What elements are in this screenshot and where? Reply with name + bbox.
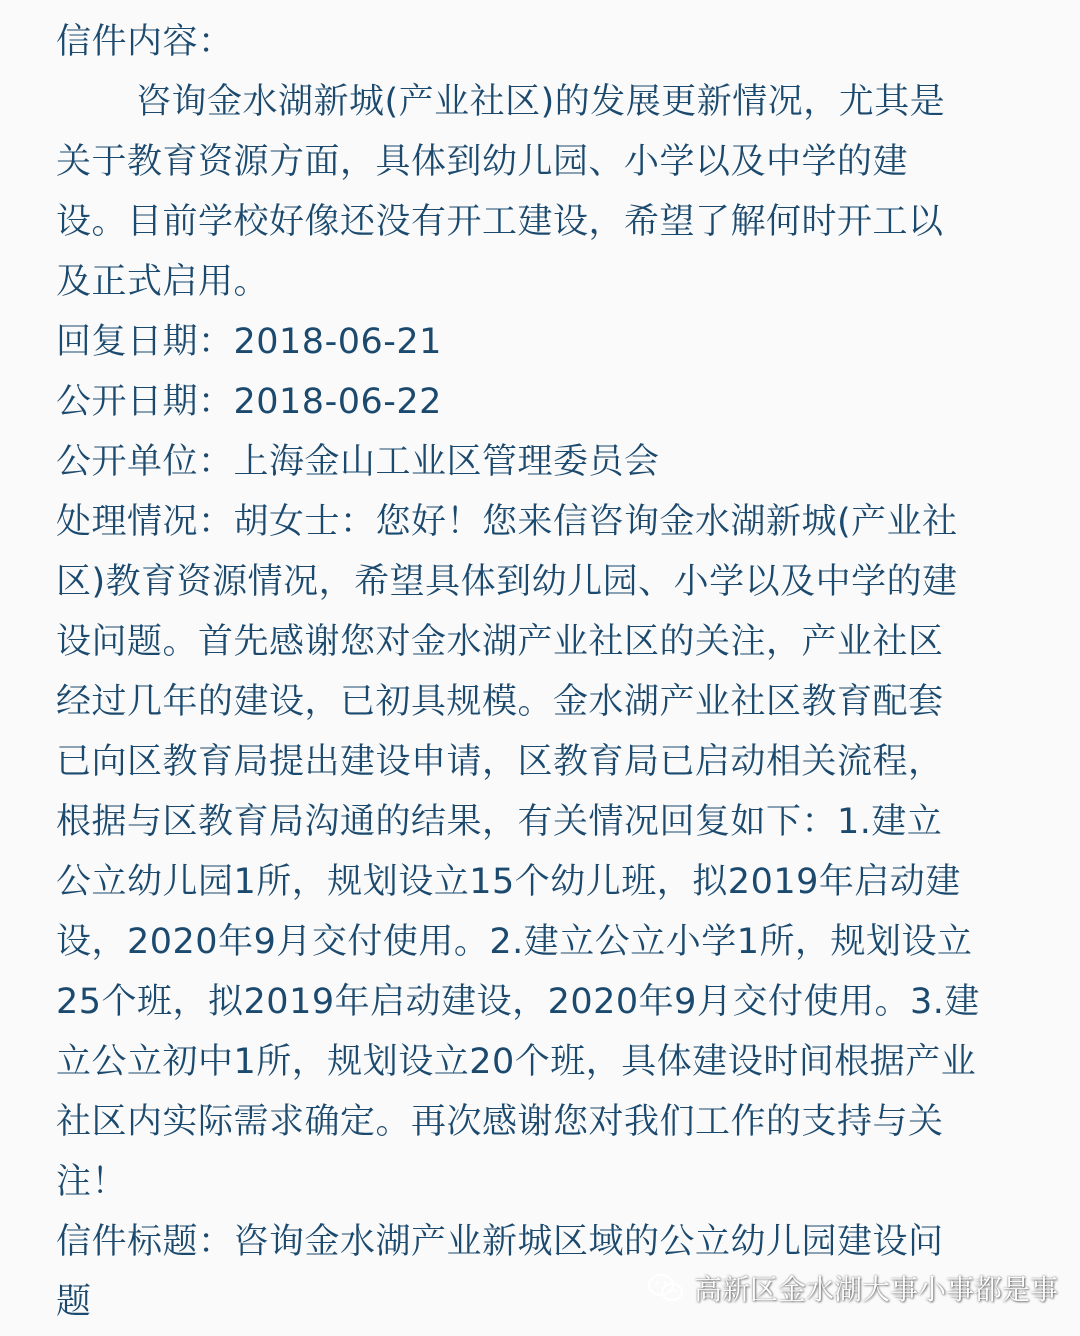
handling-line: 已向区教育局提出建设申请，区教育局已启动相关流程， (56, 742, 944, 782)
publish-date: 公开日期：2018-06-22 (56, 382, 442, 422)
letter-line-body: 及正式启用。 (56, 262, 270, 302)
handling-line: 经过几年的建设，已初具规模。金水湖产业社区教育配套 (56, 682, 944, 722)
letter-title-line: 题 (56, 1282, 92, 1322)
handling-line: 立公立初中1所，规划设立20个班，具体建设时间根据产业 (56, 1042, 977, 1082)
watermark (646, 1266, 1058, 1310)
handling-line: 设，2020年9月交付使用。2.建立公立小学1所，规划设立 (56, 922, 973, 962)
handling-line: 注！ (56, 1162, 128, 1202)
publish-unit: 公开单位：上海金山工业区管理委员会 (56, 442, 660, 482)
watermark-text: 高新区金水湖大事小事都是事 (694, 1273, 1059, 1306)
handling-line: 设问题。首先感谢您对金水湖产业社区的关注，产业社区 (56, 622, 944, 662)
handling-line: 处理情况：胡女士：您好！您来信咨询金水湖新城(产业社 (56, 502, 958, 542)
handling-line: 社区内实际需求确定。再次感谢您对我们工作的支持与关 (56, 1102, 944, 1142)
letter-line-body: 咨询金水湖新城(产业社区)的发展更新情况，尤其是 (136, 82, 946, 122)
handling-line: 区)教育资源情况，希望具体到幼儿园、小学以及中学的建 (56, 562, 958, 602)
handling-line: 25个班，拟2019年启动建设，2020年9月交付使用。3.建 (56, 982, 980, 1022)
handling-line: 根据与区教育局沟通的结果，有关情况回复如下：1.建立 (56, 802, 943, 842)
letter-line-body: 关于教育资源方面，具体到幼儿园、小学以及中学的建 (56, 142, 909, 182)
wechat-icon (646, 1272, 686, 1304)
letter-line-body: 设。目前学校好像还没有开工建设，希望了解何时开工以 (56, 202, 944, 242)
reply-date: 回复日期：2018-06-21 (56, 322, 442, 362)
letter-content (56, 12, 1046, 1332)
handling-line: 公立幼儿园1所，规划设立15个幼儿班，拟2019年启动建 (56, 862, 961, 902)
letter-title-line: 信件标题：咨询金水湖产业新城区域的公立幼儿园建设问 (56, 1222, 944, 1262)
letter-line-heading: 信件内容： (56, 22, 234, 62)
